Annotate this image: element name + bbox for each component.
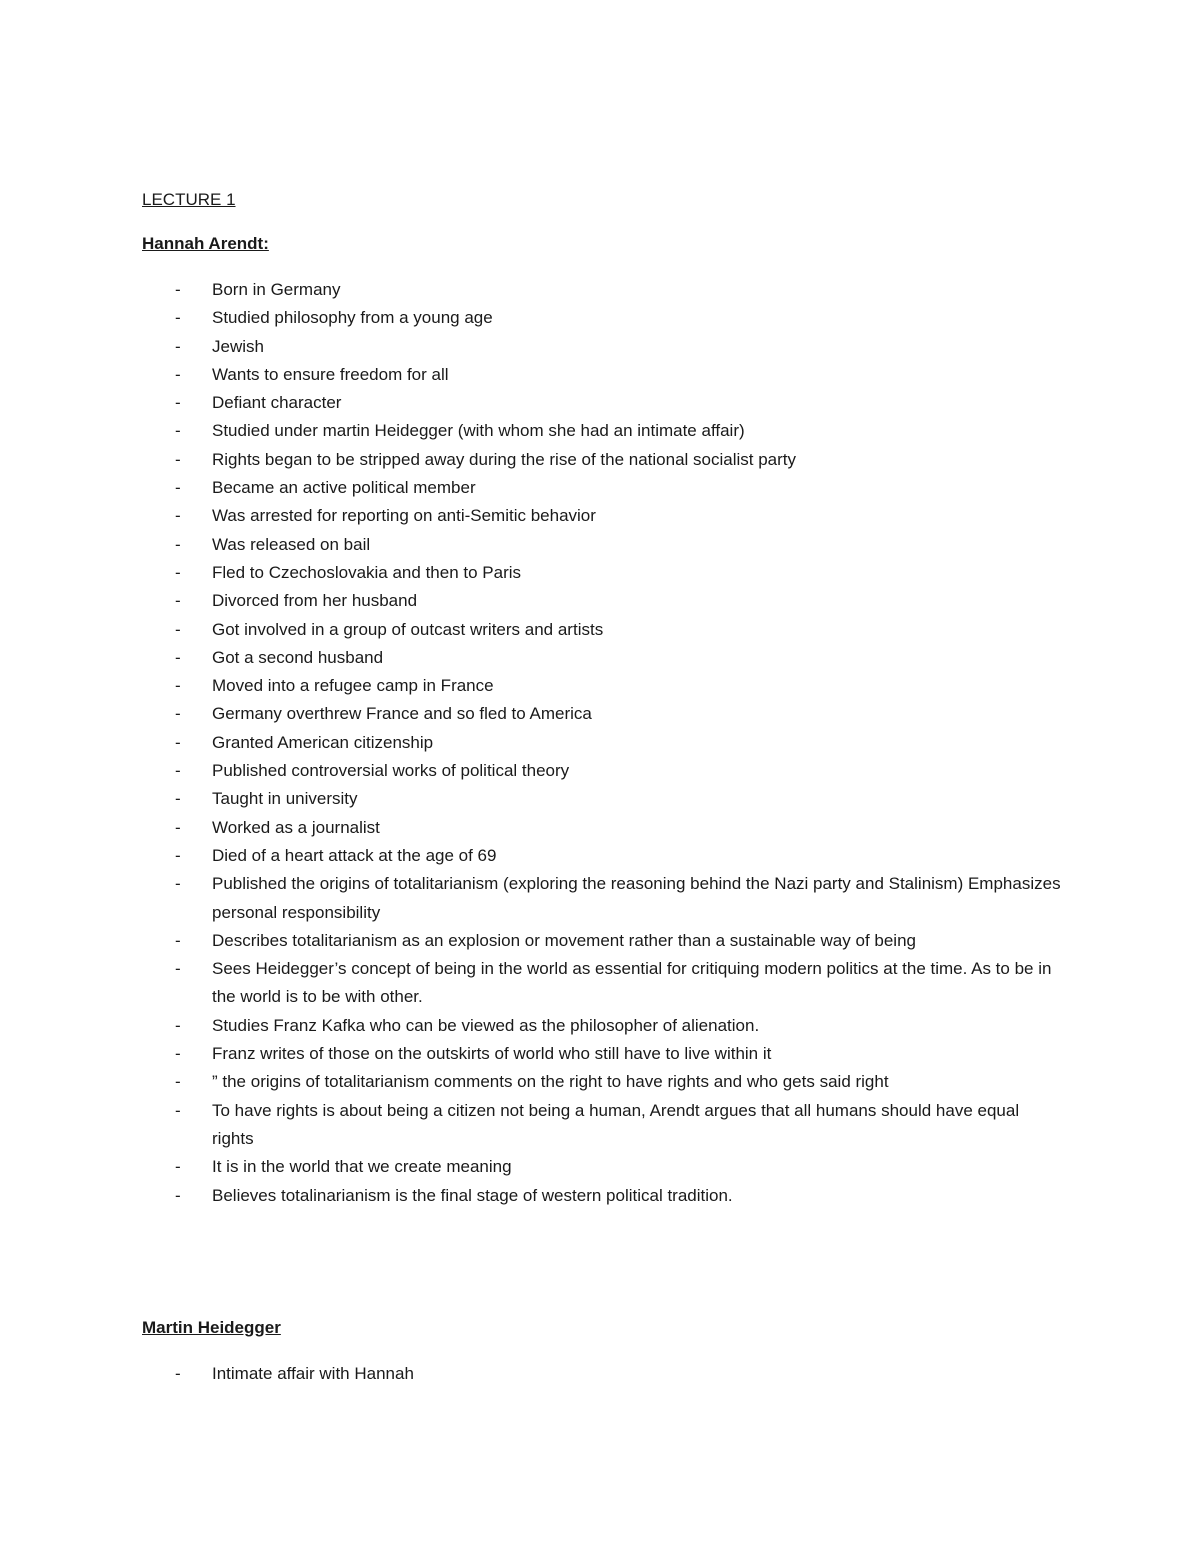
list-item <box>142 955 1062 1012</box>
bullet-dash-icon: - <box>175 449 181 469</box>
list-item <box>142 700 1062 728</box>
list-item <box>142 672 1062 700</box>
list-item-text: Worked as a journalist <box>212 817 380 837</box>
list-item-text: Born in Germany <box>212 280 341 299</box>
sections-container <box>142 230 1062 1388</box>
bullet-dash-icon: - <box>175 874 181 894</box>
bullet-dash-icon: - <box>175 421 181 441</box>
bullet-dash-icon: - <box>175 1072 181 1092</box>
list-item <box>142 531 1062 559</box>
bullet-dash-icon: - <box>175 1015 181 1035</box>
list-item <box>142 1153 1062 1181</box>
list-item-text: Granted American citizenship <box>212 732 434 752</box>
list-item <box>142 1360 1062 1388</box>
list-item-text: Got a second husband <box>212 647 384 667</box>
bullet-dash-icon: - <box>175 959 181 979</box>
bullet-dash-icon: - <box>175 591 181 611</box>
bullet-dash-icon: - <box>175 534 181 554</box>
list-item <box>142 304 1062 332</box>
bullet-dash-icon: - <box>175 761 181 781</box>
bullet-list <box>142 276 1062 1210</box>
list-item <box>142 927 1062 955</box>
list-item-text: Describes totalitarianism as an explosion or movement rather than a sustainable way of being <box>212 930 916 950</box>
list-item-text: Sees Heidegger’s concept of being in the world as essential for critiquing modern politics at the time. As to be in the world is to be with other. <box>212 959 1052 1007</box>
section-heading: Martin Heidegger <box>142 1317 281 1337</box>
list-item-text: Got involved in a group of outcast writers and artists <box>212 619 604 639</box>
list-item-text: Studied philosophy from a young age <box>212 308 493 328</box>
list-item-text: Was arrested for reporting on anti-Semitic behavior <box>212 506 596 526</box>
list-item-text: Published controversial works of political theory <box>212 761 570 781</box>
list-item-text: To have rights is about being a citizen not being a human, Arendt argues that all humans should have equal rights <box>212 1100 1020 1148</box>
bullet-dash-icon: - <box>175 393 181 413</box>
bullet-dash-icon: - <box>175 817 181 837</box>
list-item-text: Fled to Czechoslovakia and then to Paris <box>212 562 522 582</box>
list-item-text: Rights began to be stripped away during the rise of the national socialist party <box>212 449 797 469</box>
list-item <box>142 785 1062 813</box>
lecture-title: LECTURE 1 <box>142 190 236 209</box>
bullet-dash-icon: - <box>175 1363 181 1383</box>
list-item <box>142 842 1062 870</box>
list-item-text: Believes totalinarianism is the final stage of western political tradition. <box>212 1185 733 1205</box>
bullet-dash-icon: - <box>175 789 181 809</box>
bullet-dash-icon: - <box>175 478 181 498</box>
list-item <box>142 361 1062 389</box>
list-item-text: Became an active political member <box>212 478 476 498</box>
bullet-dash-icon: - <box>175 1157 181 1177</box>
bullet-dash-icon: - <box>175 562 181 582</box>
list-item <box>142 814 1062 842</box>
list-item <box>142 616 1062 644</box>
list-item <box>142 1068 1062 1096</box>
list-item-text: Defiant character <box>212 393 342 413</box>
document-page <box>142 186 1062 1388</box>
bullet-dash-icon: - <box>175 336 181 356</box>
bullet-dash-icon: - <box>175 704 181 724</box>
list-item-text: ” the origins of totalitarianism comments on the right to have rights and who gets said right <box>212 1072 889 1092</box>
bullet-dash-icon: - <box>175 732 181 752</box>
section-spacer <box>142 1210 1062 1314</box>
section-1 <box>142 1314 1062 1388</box>
list-item-text: Wants to ensure freedom for all <box>212 364 449 384</box>
list-item <box>142 870 1062 927</box>
bullet-dash-icon: - <box>175 647 181 667</box>
list-item-text: Intimate affair with Hannah <box>212 1363 414 1383</box>
list-item <box>142 417 1062 445</box>
list-item <box>142 644 1062 672</box>
bullet-dash-icon: - <box>175 676 181 696</box>
bullet-dash-icon: - <box>175 1185 181 1205</box>
list-item-text: Studies Franz Kafka who can be viewed as the philosopher of alienation. <box>212 1015 760 1035</box>
list-item <box>142 502 1062 530</box>
list-item <box>142 729 1062 757</box>
bullet-dash-icon: - <box>175 930 181 950</box>
list-item-text: Moved into a refugee camp in France <box>212 676 494 696</box>
bullet-dash-icon: - <box>175 506 181 526</box>
list-item-text: Taught in university <box>212 789 358 809</box>
list-item-text: Died of a heart attack at the age of 69 <box>212 845 497 865</box>
list-item <box>142 757 1062 785</box>
list-item-text: Was released on bail <box>212 534 371 554</box>
list-item-text: Jewish <box>212 336 264 356</box>
list-item <box>142 276 1062 304</box>
list-item <box>142 1012 1062 1040</box>
bullet-dash-icon: - <box>175 1100 181 1120</box>
list-item <box>142 1040 1062 1068</box>
list-item <box>142 1182 1062 1210</box>
list-item <box>142 474 1062 502</box>
list-item-text: Published the origins of totalitarianism (exploring the reasoning behind the Nazi party and Stalinism) Emphasizes personal responsibility <box>212 874 1061 922</box>
list-item <box>142 559 1062 587</box>
bullet-list <box>142 1360 1062 1388</box>
list-item-text: It is in the world that we create meaning <box>212 1157 512 1177</box>
bullet-dash-icon: - <box>175 280 181 299</box>
list-item <box>142 389 1062 417</box>
list-item-text: Divorced from her husband <box>212 591 418 611</box>
section-0 <box>142 230 1062 1210</box>
section-heading: Hannah Arendt: <box>142 234 269 253</box>
bullet-dash-icon: - <box>175 1044 181 1064</box>
list-item <box>142 587 1062 615</box>
bullet-dash-icon: - <box>175 308 181 328</box>
list-item-text: Franz writes of those on the outskirts of world who still have to live within it <box>212 1044 772 1064</box>
bullet-dash-icon: - <box>175 364 181 384</box>
bullet-dash-icon: - <box>175 619 181 639</box>
bullet-dash-icon: - <box>175 845 181 865</box>
list-item <box>142 1097 1062 1154</box>
list-item-text: Studied under martin Heidegger (with whom she had an intimate affair) <box>212 421 745 441</box>
list-item <box>142 446 1062 474</box>
list-item-text: Germany overthrew France and so fled to America <box>212 704 592 724</box>
list-item <box>142 333 1062 361</box>
